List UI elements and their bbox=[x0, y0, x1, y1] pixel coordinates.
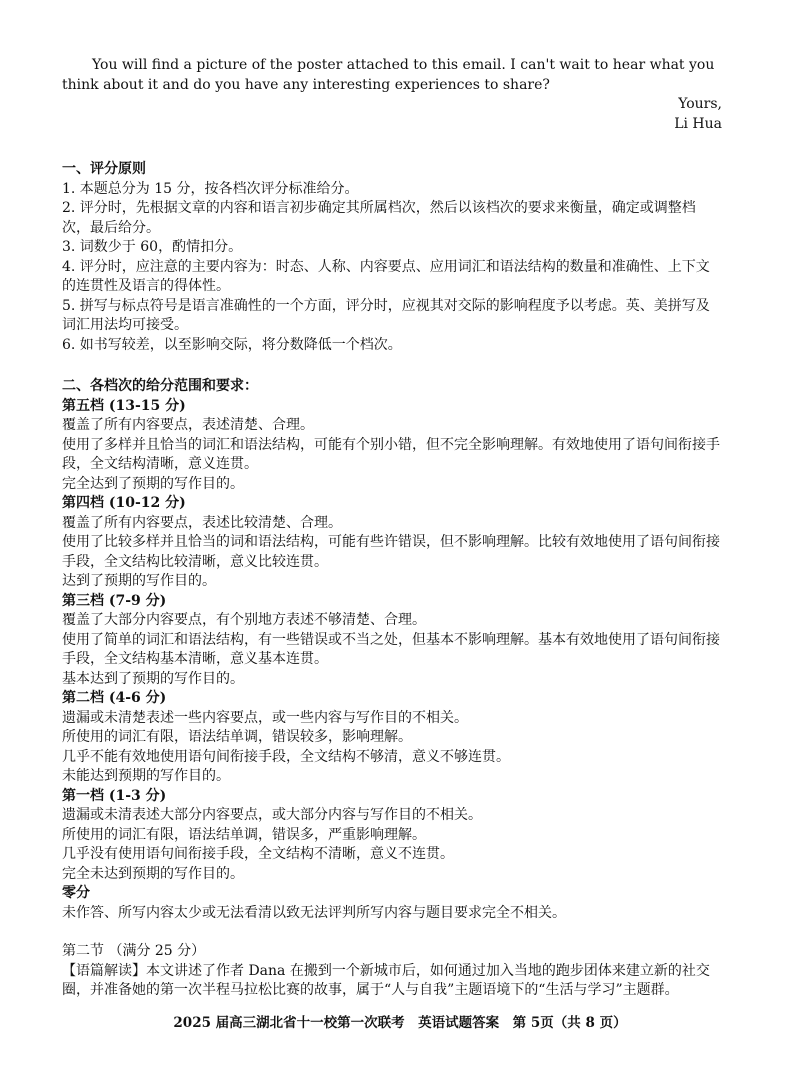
principles-heading: 一、评分原则 bbox=[62, 161, 146, 177]
levels-heading: 二、各档次的给分范围和要求： bbox=[62, 378, 258, 394]
principle-item: 4. 评分时，应注意的主要内容为：时态、人称、内容要点、应用词汇和语法结构的数量和准确性、上下文的连贯性及语言的得体性。 bbox=[62, 258, 710, 294]
grade2-title: 第二档 (4-6 分) bbox=[62, 690, 167, 706]
grade3-line: 覆盖了大部分内容要点，有个别地方表述不够清楚、合理。 bbox=[62, 612, 426, 628]
letter-closing-paragraph: You will find a picture of the poster attached to this email. I can't wait to hear what you think about it and do you have any interesting experiences to share? bbox=[62, 57, 715, 93]
grade5-line: 使用了多样并且恰当的词汇和语法结构，可能有个别小错，但不完全影响理解。有效地使用了语句间衔接手段，全文结构清晰，意义连贯。 bbox=[62, 436, 720, 472]
grade1-line: 遗漏或未清表述大部分内容要点，或大部分内容与写作目的不相关。 bbox=[62, 807, 482, 823]
grade2-line: 几乎不能有效地使用语句间衔接手段，全文结构不够清，意义不够连贯。 bbox=[62, 748, 510, 765]
principle-item: 1. 本题总分为 15 分，按各档次评分标准给分。 bbox=[62, 180, 359, 197]
answer-page bbox=[62, 56, 722, 1001]
grade4-line: 使用了比较多样并且恰当的词和语法结构，可能有些许错误，但不影响理解。比较有效地使用了语句间衔接手段，全文结构比较清晰，意义比较连贯。 bbox=[62, 534, 720, 570]
principle-item: 2. 评分时，先根据文章的内容和语言初步确定其所属档次，然后以该档次的要求来衡量，确定或调整档次，最后给分。 bbox=[62, 200, 696, 236]
grade1-line: 完全未达到预期的写作目的。 bbox=[62, 865, 244, 882]
grade0-line: 未作答、所写内容太少或无法看清以致无法评判所写内容与题目要求完全不相关。 bbox=[62, 904, 566, 921]
grade5-line: 完全达到了预期的写作目的。 bbox=[62, 475, 244, 492]
letter-signature: Li Hua bbox=[674, 115, 722, 132]
section2-title: 第二节 （满分 25 分） bbox=[62, 943, 206, 959]
grade5-title: 第五档 (13-15 分) bbox=[62, 397, 186, 414]
grade5-line: 覆盖了所有内容要点，表述清楚、合理。 bbox=[62, 417, 314, 433]
grade3-line: 基本达到了预期的写作目的。 bbox=[62, 670, 244, 687]
grade4-line: 覆盖了所有内容要点，表述比较清楚、合理。 bbox=[62, 514, 342, 531]
principle-item: 3. 词数少于 60，酌情扣分。 bbox=[62, 239, 243, 255]
grade4-line: 达到了预期的写作目的。 bbox=[62, 573, 216, 589]
grade2-line: 所使用的词汇有限，语法结单调，错误较多，影响理解。 bbox=[62, 729, 412, 745]
grade1-line: 几乎没有使用语句间衔接手段，全文结构不清晰，意义不连贯。 bbox=[62, 846, 454, 862]
principle-item: 5. 拼写与标点符号是语言准确性的一个方面，评分时，应视其对交际的影响程度予以考虑。英、美拼写及词汇用法均可接受。 bbox=[62, 297, 710, 333]
grade3-title: 第三档 (7-9 分) bbox=[62, 592, 167, 609]
grade1-line: 所使用的词汇有限，语法结单调，错误多，严重影响理解。 bbox=[62, 826, 426, 843]
grade4-title: 第四档 (10-12 分) bbox=[62, 495, 186, 511]
grade3-line: 使用了简单的词汇和语法结构，有一些错误或不当之处，但基本不影响理解。基本有效地使用了语句间衔接手段，全文结构基本清晰，意义基本连贯。 bbox=[62, 631, 720, 667]
page-footer: 2025 届高三湖北省十一校第一次联考 英语试题答案 第 5页（共 8 页） bbox=[173, 1015, 627, 1031]
grade2-line: 遗漏或未清楚表述一些内容要点，或一些内容与写作目的不相关。 bbox=[62, 709, 468, 726]
grade1-title: 第一档 (1-3 分) bbox=[62, 787, 167, 804]
grade2-line: 未能达到预期的写作目的。 bbox=[62, 768, 230, 784]
section2-analysis: 【语篇解读】本文讲述了作者 Dana 在搬到一个新城市后，如何通过加入当地的跑步团体来建立新的社交圈，并准备她的第一次半程马拉松比赛的故事，属于“人与自我”主题语境下的“生活与学习”主题群。 bbox=[62, 962, 710, 998]
principle-item: 6. 如书写较差，以至影响交际，将分数降低一个档次。 bbox=[62, 336, 402, 353]
letter-closing: Yours, bbox=[678, 96, 722, 112]
grade0-title: 零分 bbox=[62, 885, 90, 901]
